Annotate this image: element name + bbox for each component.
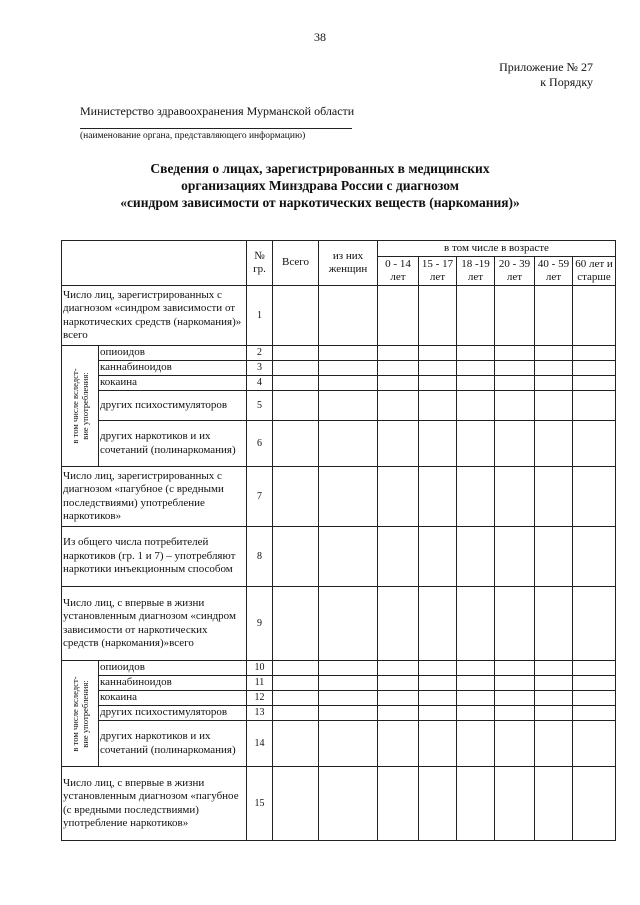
value-cell[interactable] bbox=[319, 361, 378, 376]
value-cell[interactable] bbox=[573, 286, 616, 346]
value-cell[interactable] bbox=[573, 346, 616, 361]
value-cell[interactable] bbox=[378, 286, 419, 346]
value-cell[interactable] bbox=[319, 467, 378, 527]
value-cell[interactable] bbox=[273, 286, 319, 346]
value-cell[interactable] bbox=[273, 376, 319, 391]
value-cell[interactable] bbox=[319, 286, 378, 346]
header-women: из них женщин bbox=[319, 241, 378, 286]
value-cell[interactable] bbox=[495, 346, 535, 361]
value-cell[interactable] bbox=[273, 346, 319, 361]
value-cell[interactable] bbox=[319, 661, 378, 676]
value-cell[interactable] bbox=[495, 691, 535, 706]
value-cell[interactable] bbox=[319, 691, 378, 706]
value-cell[interactable] bbox=[378, 691, 419, 706]
value-cell[interactable] bbox=[535, 587, 573, 661]
value-cell[interactable] bbox=[378, 391, 419, 421]
row-number: 14 bbox=[247, 721, 273, 767]
value-cell[interactable] bbox=[495, 527, 535, 587]
value-cell[interactable] bbox=[419, 346, 457, 361]
value-cell[interactable] bbox=[495, 706, 535, 721]
table-row bbox=[62, 286, 616, 346]
value-cell[interactable] bbox=[419, 391, 457, 421]
value-cell[interactable] bbox=[573, 767, 616, 841]
row-number: 10 bbox=[247, 661, 273, 676]
value-cell[interactable] bbox=[535, 421, 573, 467]
value-cell[interactable] bbox=[495, 676, 535, 691]
value-cell[interactable] bbox=[273, 527, 319, 587]
table-row bbox=[62, 587, 616, 661]
value-cell[interactable] bbox=[535, 286, 573, 346]
value-cell[interactable] bbox=[419, 767, 457, 841]
value-cell[interactable] bbox=[319, 391, 378, 421]
value-cell[interactable] bbox=[378, 767, 419, 841]
value-cell[interactable] bbox=[457, 527, 495, 587]
row-number: 11 bbox=[247, 676, 273, 691]
row-label: каннабиноидов bbox=[99, 676, 247, 691]
row-label: каннабиноидов bbox=[99, 361, 247, 376]
value-cell[interactable] bbox=[495, 467, 535, 527]
row-label: кокаина bbox=[99, 691, 247, 706]
row-number: 13 bbox=[247, 706, 273, 721]
table-row bbox=[62, 346, 616, 361]
value-cell[interactable] bbox=[319, 721, 378, 767]
value-cell[interactable] bbox=[457, 587, 495, 661]
value-cell[interactable] bbox=[573, 676, 616, 691]
header-age-group: в том числе в возрасте bbox=[378, 241, 616, 257]
row-label: других психостимуляторов bbox=[99, 391, 247, 421]
row-number: 7 bbox=[247, 467, 273, 527]
value-cell[interactable] bbox=[419, 527, 457, 587]
value-cell[interactable] bbox=[495, 376, 535, 391]
header-num: № гр. bbox=[247, 241, 273, 286]
table-row bbox=[62, 691, 616, 706]
header-age-40-59: 40 - 59 лет bbox=[535, 257, 573, 286]
value-cell[interactable] bbox=[573, 376, 616, 391]
value-cell[interactable] bbox=[495, 286, 535, 346]
value-cell[interactable] bbox=[495, 361, 535, 376]
value-cell[interactable] bbox=[319, 706, 378, 721]
value-cell[interactable] bbox=[419, 376, 457, 391]
value-cell[interactable] bbox=[457, 361, 495, 376]
row-number: 3 bbox=[247, 361, 273, 376]
value-cell[interactable] bbox=[573, 706, 616, 721]
value-cell[interactable] bbox=[378, 676, 419, 691]
value-cell[interactable] bbox=[495, 391, 535, 421]
value-cell[interactable] bbox=[573, 361, 616, 376]
organization-caption: (наименование органа, представляющего информацию) bbox=[80, 131, 306, 141]
value-cell[interactable] bbox=[495, 661, 535, 676]
value-cell[interactable] bbox=[457, 467, 495, 527]
table-row bbox=[62, 467, 616, 527]
value-cell[interactable] bbox=[419, 706, 457, 721]
value-cell[interactable] bbox=[273, 421, 319, 467]
row-label: Число лиц, с впервые в жизни установленным диагнозом «синдром зависимости от наркотических средств (наркомания)»всего bbox=[62, 587, 247, 661]
table-row bbox=[62, 767, 616, 841]
value-cell[interactable] bbox=[419, 467, 457, 527]
value-cell[interactable] bbox=[273, 706, 319, 721]
row-number: 8 bbox=[247, 527, 273, 587]
value-cell[interactable] bbox=[273, 661, 319, 676]
row-label: Число лиц, зарегистрированных с диагнозом «синдром зависимости от наркотических средств (наркомания)» всего bbox=[62, 286, 247, 346]
value-cell[interactable] bbox=[273, 361, 319, 376]
header-age-60-plus: 60 лет и старше bbox=[573, 257, 616, 286]
row-label: Из общего числа потребителей наркотиков (гр. 1 и 7) – употребляют наркотики инъекционным способом bbox=[62, 527, 247, 587]
header-age-15-17: 15 - 17 лет bbox=[419, 257, 457, 286]
value-cell[interactable] bbox=[535, 721, 573, 767]
value-cell[interactable] bbox=[535, 391, 573, 421]
row-number: 15 bbox=[247, 767, 273, 841]
value-cell[interactable] bbox=[573, 587, 616, 661]
value-cell[interactable] bbox=[535, 661, 573, 676]
value-cell[interactable] bbox=[319, 376, 378, 391]
value-cell[interactable] bbox=[573, 691, 616, 706]
organization-name: Министерство здравоохранения Мурманской области bbox=[80, 104, 355, 118]
header-age-0-14: 0 - 14 лет bbox=[378, 257, 419, 286]
value-cell[interactable] bbox=[378, 587, 419, 661]
value-cell[interactable] bbox=[319, 527, 378, 587]
row-number: 1 bbox=[247, 286, 273, 346]
row-label: Число лиц, с впервые в жизни установленным диагнозом «пагубное (с вредными последствиями) употребление наркотиков» bbox=[62, 767, 247, 841]
appendix-line1: Приложение № 27 bbox=[499, 60, 593, 74]
value-cell[interactable] bbox=[457, 286, 495, 346]
value-cell[interactable] bbox=[378, 376, 419, 391]
value-cell[interactable] bbox=[319, 421, 378, 467]
table-row bbox=[62, 706, 616, 721]
value-cell[interactable] bbox=[535, 767, 573, 841]
value-cell[interactable] bbox=[319, 346, 378, 361]
statistics-table bbox=[61, 240, 616, 841]
value-cell[interactable] bbox=[273, 721, 319, 767]
value-cell[interactable] bbox=[457, 676, 495, 691]
row-label: опиоидов bbox=[99, 661, 247, 676]
value-cell[interactable] bbox=[573, 721, 616, 767]
row-number: 4 bbox=[247, 376, 273, 391]
value-cell[interactable] bbox=[573, 467, 616, 527]
table-row bbox=[62, 676, 616, 691]
value-cell[interactable] bbox=[378, 527, 419, 587]
value-cell[interactable] bbox=[419, 361, 457, 376]
value-cell[interactable] bbox=[273, 391, 319, 421]
table-row bbox=[62, 661, 616, 676]
value-cell[interactable] bbox=[419, 721, 457, 767]
value-cell[interactable] bbox=[535, 706, 573, 721]
value-cell[interactable] bbox=[535, 676, 573, 691]
value-cell[interactable] bbox=[457, 661, 495, 676]
organization-underline bbox=[80, 128, 352, 129]
title-line3: «синдром зависимости от наркотических веществ (наркомания)» bbox=[120, 195, 520, 210]
row-label: кокаина bbox=[99, 376, 247, 391]
title-line1: Сведения о лицах, зарегистрированных в медицинских bbox=[150, 161, 490, 176]
value-cell[interactable] bbox=[457, 346, 495, 361]
value-cell[interactable] bbox=[495, 721, 535, 767]
header-blank bbox=[62, 241, 247, 286]
value-cell[interactable] bbox=[378, 706, 419, 721]
value-cell[interactable] bbox=[378, 361, 419, 376]
table-row bbox=[62, 421, 616, 467]
row-number: 5 bbox=[247, 391, 273, 421]
table-row bbox=[62, 721, 616, 767]
page-number: 38 bbox=[314, 30, 326, 44]
value-cell[interactable] bbox=[419, 676, 457, 691]
value-cell[interactable] bbox=[319, 587, 378, 661]
value-cell[interactable] bbox=[495, 421, 535, 467]
value-cell[interactable] bbox=[378, 421, 419, 467]
value-cell[interactable] bbox=[419, 691, 457, 706]
value-cell[interactable] bbox=[457, 691, 495, 706]
appendix-line2: к Порядку bbox=[540, 75, 593, 89]
table-row bbox=[62, 391, 616, 421]
table-row bbox=[62, 376, 616, 391]
row-label: других наркотиков и их сочетаний (полинаркомания) bbox=[99, 721, 247, 767]
value-cell[interactable] bbox=[535, 527, 573, 587]
value-cell[interactable] bbox=[495, 587, 535, 661]
value-cell[interactable] bbox=[573, 421, 616, 467]
value-cell[interactable] bbox=[378, 346, 419, 361]
row-number: 9 bbox=[247, 587, 273, 661]
value-cell[interactable] bbox=[419, 421, 457, 467]
value-cell[interactable] bbox=[378, 661, 419, 676]
value-cell[interactable] bbox=[457, 391, 495, 421]
row-number: 2 bbox=[247, 346, 273, 361]
row-label: других психостимуляторов bbox=[99, 706, 247, 721]
value-cell[interactable] bbox=[457, 721, 495, 767]
value-cell[interactable] bbox=[457, 421, 495, 467]
value-cell[interactable] bbox=[457, 767, 495, 841]
value-cell[interactable] bbox=[535, 376, 573, 391]
value-cell[interactable] bbox=[535, 346, 573, 361]
value-cell[interactable] bbox=[319, 767, 378, 841]
value-cell[interactable] bbox=[273, 691, 319, 706]
side-label-including-2: в том числе вследст- вие употребления: bbox=[62, 661, 99, 767]
value-cell[interactable] bbox=[457, 706, 495, 721]
value-cell[interactable] bbox=[419, 587, 457, 661]
header-total: Всего bbox=[273, 241, 319, 286]
appendix-reference bbox=[499, 60, 593, 90]
row-number: 6 bbox=[247, 421, 273, 467]
value-cell[interactable] bbox=[495, 767, 535, 841]
row-label: других наркотиков и их сочетаний (полинаркомания) bbox=[99, 421, 247, 467]
value-cell[interactable] bbox=[419, 286, 457, 346]
value-cell[interactable] bbox=[573, 391, 616, 421]
value-cell[interactable] bbox=[273, 587, 319, 661]
value-cell[interactable] bbox=[457, 376, 495, 391]
value-cell[interactable] bbox=[378, 467, 419, 527]
header-age-18-19: 18 -19 лет bbox=[457, 257, 495, 286]
value-cell[interactable] bbox=[535, 361, 573, 376]
value-cell[interactable] bbox=[319, 676, 378, 691]
side-label-including-1: в том числе вследст- вие употребления: bbox=[62, 346, 99, 467]
form-title bbox=[0, 160, 640, 211]
value-cell[interactable] bbox=[573, 527, 616, 587]
value-cell[interactable] bbox=[573, 661, 616, 676]
value-cell[interactable] bbox=[378, 721, 419, 767]
value-cell[interactable] bbox=[535, 691, 573, 706]
title-line2: организациях Минздрава России с диагнозом bbox=[181, 178, 459, 193]
value-cell[interactable] bbox=[273, 467, 319, 527]
header-age-20-39: 20 - 39 лет bbox=[495, 257, 535, 286]
value-cell[interactable] bbox=[419, 661, 457, 676]
table-row bbox=[62, 527, 616, 587]
row-label: опиоидов bbox=[99, 346, 247, 361]
value-cell[interactable] bbox=[273, 676, 319, 691]
row-number: 12 bbox=[247, 691, 273, 706]
row-label: Число лиц, зарегистрированных с диагнозом «пагубное (с вредными последствиями) употребление наркотиков» bbox=[62, 467, 247, 527]
value-cell[interactable] bbox=[273, 767, 319, 841]
table-row bbox=[62, 361, 616, 376]
value-cell[interactable] bbox=[535, 467, 573, 527]
